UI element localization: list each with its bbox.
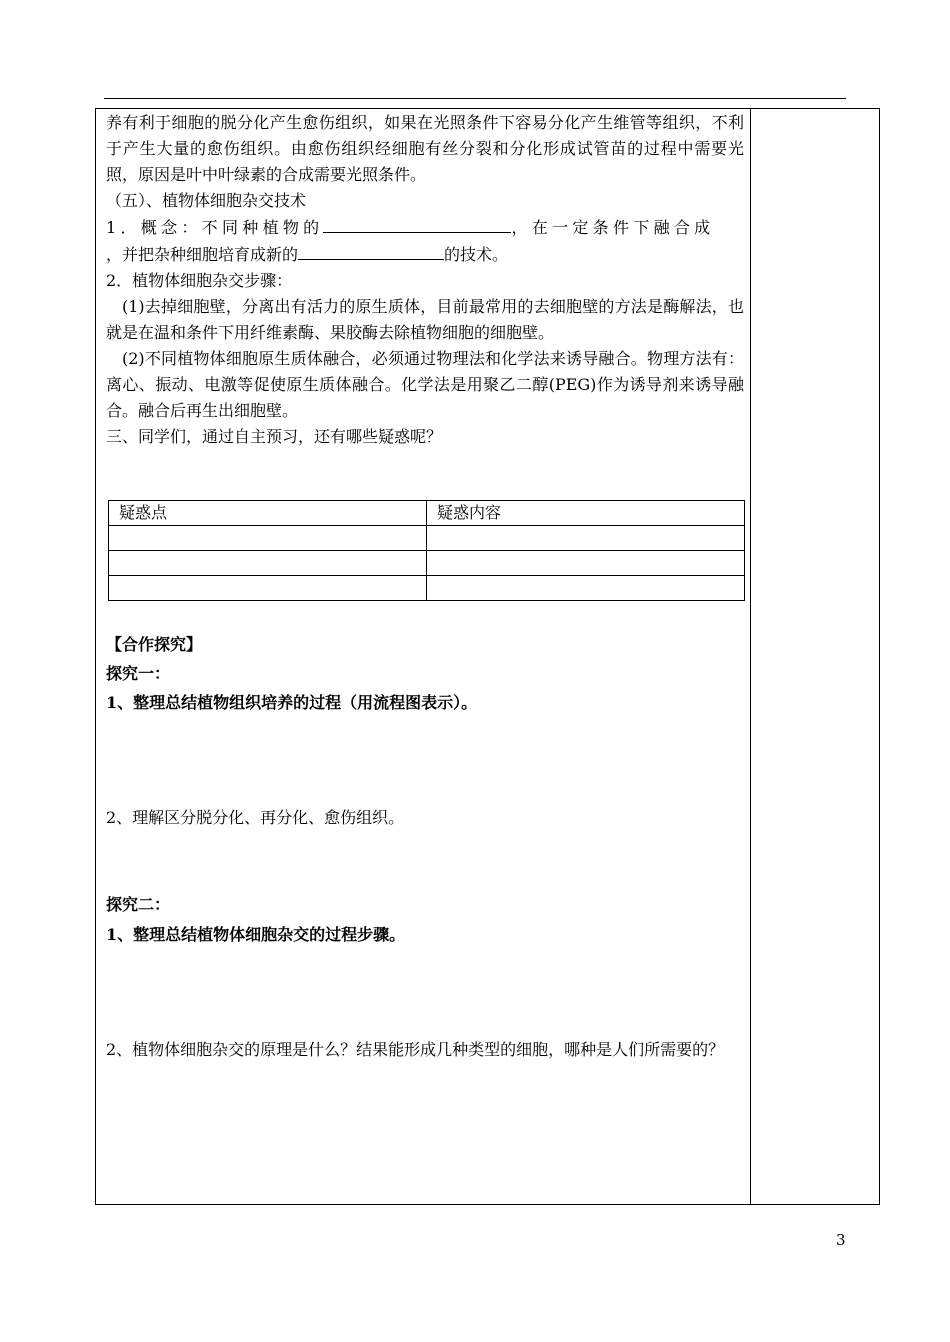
header-rule: [104, 98, 846, 99]
concept-line-1: [106, 214, 744, 241]
section5-title: （五）、植物体细胞杂交技术: [106, 191, 307, 210]
header-doubt-content: 疑惑内容: [427, 501, 745, 526]
explore1-question-2: 2、理解区分脱分化、再分化、愈伤组织。: [106, 808, 405, 827]
concept-suffix: 的技术。: [444, 245, 509, 264]
explore2-title: 探究二：: [106, 895, 171, 914]
explore2-question-2: 2、植物体细胞杂交的原理是什么？结果能形成几种类型的细胞，哪种是人们所需要的？: [106, 1040, 725, 1059]
step-2: (2)不同植物体细胞原生质体融合，必须通过物理法和化学法来诱导融合。物理方法有：离心、振动、电激等促使原生质体融合。化学法是用聚乙二醇(PEG)作为诱导剂来诱导融合。融合后再生出细胞壁。: [106, 349, 744, 420]
table-cell[interactable]: [109, 576, 427, 601]
concept-blank-1[interactable]: [323, 214, 511, 233]
concept-middle: ，在一定条件下融合成: [511, 218, 715, 237]
page-number: 3: [836, 1231, 846, 1249]
section3-title: 三、同学们，通过自主预习，还有哪些疑惑呢？: [106, 427, 443, 446]
table-cell[interactable]: [427, 576, 745, 601]
table-cell[interactable]: [427, 551, 745, 576]
explore1-question-1: 1、整理总结植物组织培养的过程（用流程图表示）。: [106, 693, 478, 712]
table-row: [109, 551, 745, 576]
concept-blank-2[interactable]: [298, 241, 444, 260]
concept-line2-prefix: ，并把杂种细胞培育成新的: [106, 245, 299, 264]
concept-line-2: [106, 241, 744, 268]
table-header-row: [109, 501, 745, 526]
table-row: [109, 576, 745, 601]
explore2-question-1: 1、整理总结植物体细胞杂交的过程步骤。: [106, 925, 406, 944]
header-doubt-point: 疑惑点: [109, 501, 427, 526]
coop-title: 【合作探究】: [106, 635, 203, 654]
doubt-table: [108, 500, 745, 601]
table-row: [109, 526, 745, 551]
main-content: [106, 110, 744, 450]
table-cell[interactable]: [109, 551, 427, 576]
table-cell[interactable]: [109, 526, 427, 551]
concept-prefix: 1．概念：不同种植物的: [106, 218, 324, 237]
intro-paragraph: 养有利于细胞的脱分化产生愈伤组织，如果在光照条件下容易分化产生维管等组织，不利于产生大量的愈伤组织。由愈伤组织经细胞有丝分裂和分化形成试管苗的过程中需要光照，原因是叶中叶绿素的合成需要光照条件。: [106, 113, 744, 184]
step-1: (1)去掉细胞壁，分离出有活力的原生质体，目前最常用的去细胞壁的方法是酶解法，也就是在温和条件下用纤维素酶、果胶酶去除植物细胞的细胞壁。: [106, 297, 744, 342]
notes-column-divider: [750, 108, 751, 1205]
steps-title: 2．植物体细胞杂交步骤：: [106, 271, 293, 290]
table-cell[interactable]: [427, 526, 745, 551]
explore1-title: 探究一：: [106, 664, 171, 683]
